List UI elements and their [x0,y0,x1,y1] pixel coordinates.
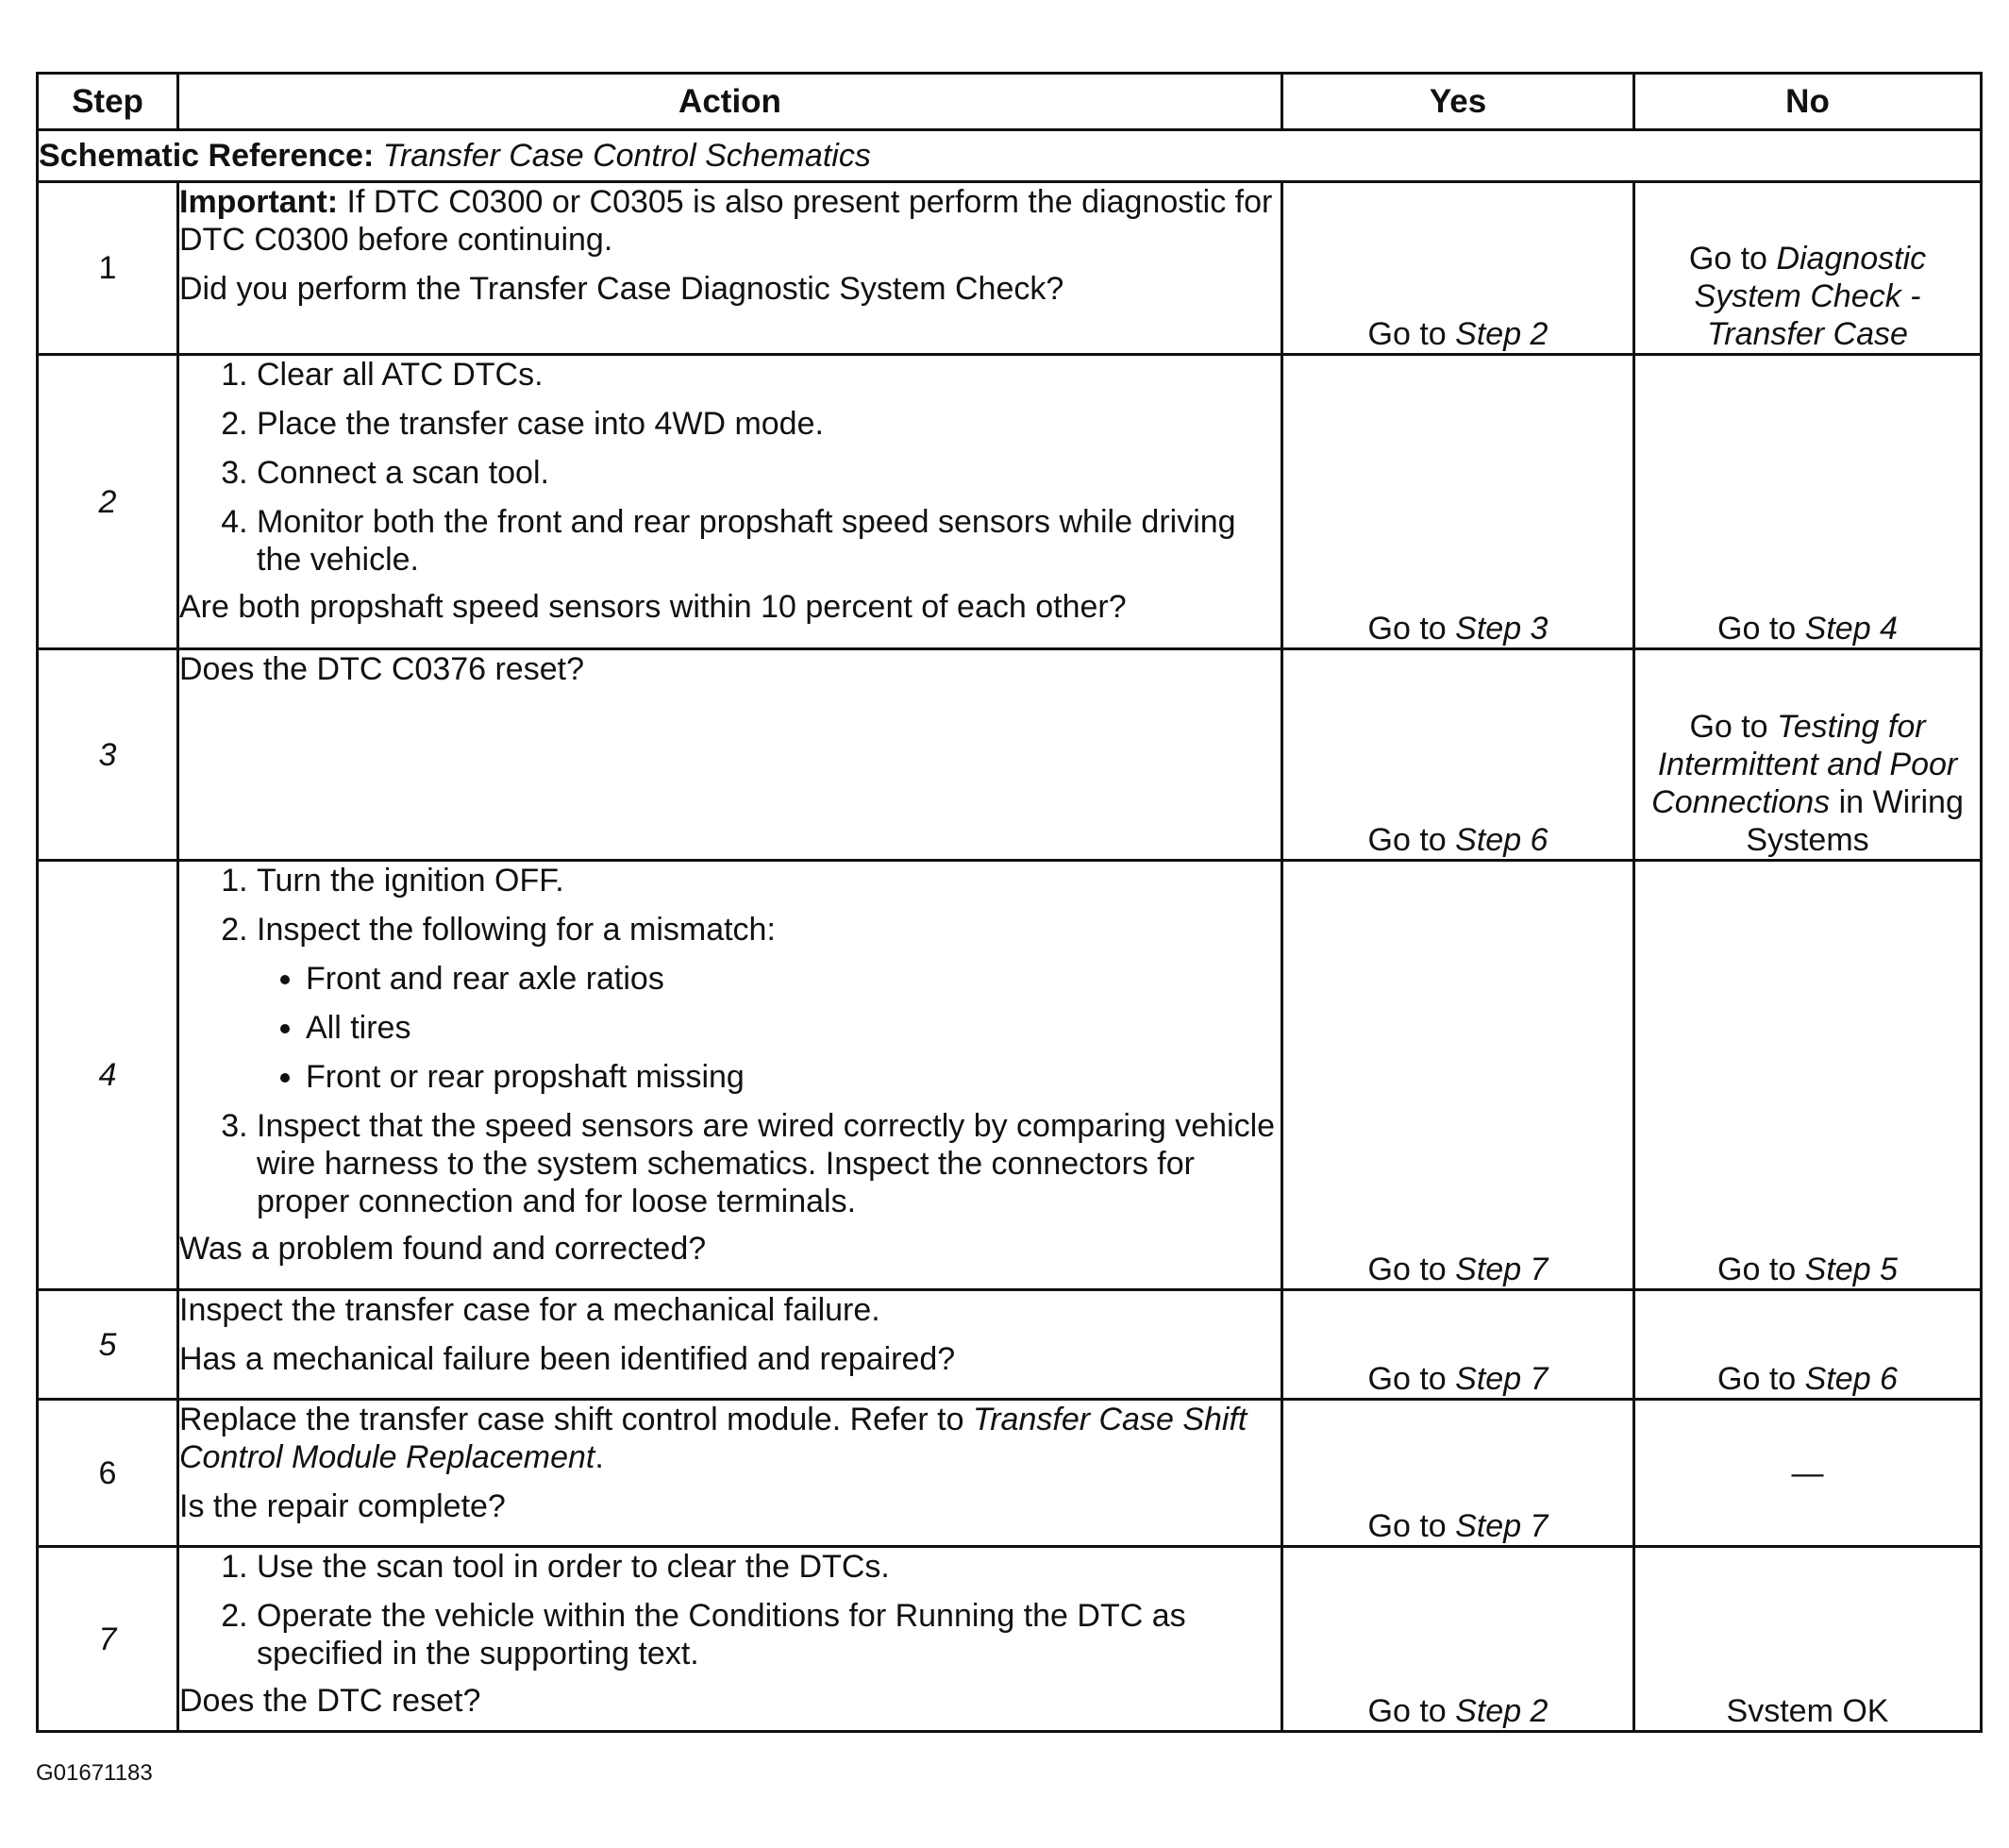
action-list [179,356,1281,579]
list-item: 1. Use the scan tool in order to clear the DTCs. [257,1548,1281,1586]
step-question: Was a problem found and corrected? [179,1231,707,1267]
goto-text: Go to [1367,1252,1447,1287]
yes-step-link[interactable]: Step 7 [1455,1252,1549,1287]
action-cell [178,1290,1282,1400]
action-list [179,862,1281,1220]
figure-id: G01671183 [36,1760,153,1786]
no-system-ok: Svstem OK [1726,1693,1889,1729]
step-number: 6 [38,1400,178,1547]
action-cell [178,355,1282,649]
step-instruction: Inspect the transfer case for a mechanical failure. [179,1292,880,1328]
goto-text: Go to [1367,611,1447,647]
step-instruction-block: Replace the transfer case shift control module. Refer to Transfer Case Shift Control Module Replacement. [179,1402,1247,1475]
schematic-reference-link[interactable]: Transfer Case Control Schematics [382,138,871,174]
yes-cell [1282,1290,1634,1400]
list-item: 2. Operate the vehicle within the Conditions for Running the DTC as specified in the supporting text. [257,1597,1281,1672]
list-item [257,911,1281,1096]
yes-cell [1282,355,1634,649]
header-no: No [1634,74,1982,130]
bullet-list [257,960,1281,1096]
list-item: 4. Monitor both the front and rear propshaft speed sensors while driving the vehicle. [257,503,1281,579]
header-row [38,74,1982,130]
no-cell [1634,182,1982,355]
action-cell [178,182,1282,355]
step-number: 4 [38,861,178,1290]
bullet-item: • Front and rear axle ratios [306,960,1281,998]
table-row [38,182,1982,355]
goto-text: Go to [1717,611,1797,647]
goto-text: Go to [1688,241,1767,277]
diagnostic-table [36,72,1983,1733]
yes-cell [1282,1547,1634,1732]
yes-cell [1282,1400,1634,1547]
no-cell [1634,355,1982,649]
no-cell [1634,1290,1982,1400]
step-question: Are both propshaft speed sensors within 10 percent of each other? [179,589,1127,625]
goto-text: Go to [1717,1252,1797,1287]
yes-step-link[interactable]: Step 6 [1455,822,1549,858]
table-row [38,1290,1982,1400]
yes-step-link[interactable]: Step 2 [1455,316,1549,352]
no-cell [1634,1547,1982,1732]
list-item: 2. Place the transfer case into 4WD mode. [257,405,1281,443]
bullet-item: • All tires [306,1009,1281,1047]
step-question: Does the DTC C0376 reset? [179,651,584,687]
no-cell [1634,1400,1982,1547]
step-number: 1 [38,182,178,355]
list-item: 3. Inspect that the speed sensors are wired correctly by comparing vehicle wire harness to the system schematics. Inspect the connectors for proper connection and for loose terminals. [257,1107,1281,1220]
no-cell [1634,861,1982,1290]
header-yes: Yes [1282,74,1634,130]
step-question: Does the DTC reset? [179,1683,481,1719]
step-number: 7 [38,1547,178,1732]
step-question: Has a mechanical failure been identified and repaired? [179,1341,956,1377]
important-label: Important: [179,184,339,220]
no-step-link[interactable]: Step 5 [1804,1252,1898,1287]
schematic-reference-row [38,130,1982,182]
list-item: 1. Clear all ATC DTCs. [257,356,1281,394]
no-step-link[interactable]: Step 6 [1804,1361,1898,1397]
bullet-item: • Front or rear propshaft missing [306,1058,1281,1096]
yes-cell [1282,182,1634,355]
yes-cell [1282,861,1634,1290]
no-step-link[interactable]: Step 4 [1804,611,1898,647]
table-row [38,649,1982,861]
schematic-reference [38,130,1982,182]
table-row [38,1400,1982,1547]
step-number: 2 [38,355,178,649]
schematic-reference-label: Schematic Reference: [39,138,375,174]
yes-cell [1282,649,1634,861]
table-row [38,861,1982,1290]
header-step: Step [38,74,178,130]
yes-step-link[interactable]: Step 7 [1455,1361,1549,1397]
step-number: 3 [38,649,178,861]
important-text: If DTC C0300 or C0305 is also present perform the diagnostic for DTC C0300 before continuing. [179,184,1273,258]
goto-text: Go to [1367,1508,1447,1544]
replacement-procedure-link[interactable]: Transfer Case Shift Control Module Replacement [179,1402,1247,1475]
goto-text: Go to [1689,709,1768,745]
list-item: 3. Connect a scan tool. [257,454,1281,492]
step-number: 5 [38,1290,178,1400]
goto-text: Go to [1367,1361,1447,1397]
no-testing-link[interactable]: Testing for Intermittent and Poor Connections [1651,709,1958,820]
yes-step-link[interactable]: Step 2 [1455,1693,1549,1729]
important-note [179,183,1281,259]
step-question: Is the repair complete? [179,1488,506,1524]
goto-text: Go to [1367,1693,1447,1729]
table-row [38,355,1982,649]
no-dash: — [1791,1454,1824,1491]
no-cell [1634,649,1982,861]
step-question: Did you perform the Transfer Case Diagnostic System Check? [179,271,1064,307]
goto-text: Go to [1717,1361,1797,1397]
goto-text: Go to [1367,316,1447,352]
action-cell [178,649,1282,861]
list-item: 1. Turn the ignition OFF. [257,862,1281,899]
yes-step-link[interactable]: Step 3 [1455,611,1549,647]
list-item-text: Inspect the following for a mismatch: [257,912,776,948]
no-suffix-text: in Wiring Systems [1746,784,1964,858]
action-cell [178,1547,1282,1732]
goto-text: Go to [1367,822,1447,858]
action-list [179,1548,1281,1672]
header-action: Action [178,74,1282,130]
action-cell [178,861,1282,1290]
table-row [38,1547,1982,1732]
step-instruction: Replace the transfer case shift control module. Refer to [179,1402,964,1437]
no-diagnostic-link[interactable]: Diagnostic System Check - Transfer Case [1694,241,1927,352]
action-cell [178,1400,1282,1547]
yes-step-link[interactable]: Step 7 [1455,1508,1549,1544]
